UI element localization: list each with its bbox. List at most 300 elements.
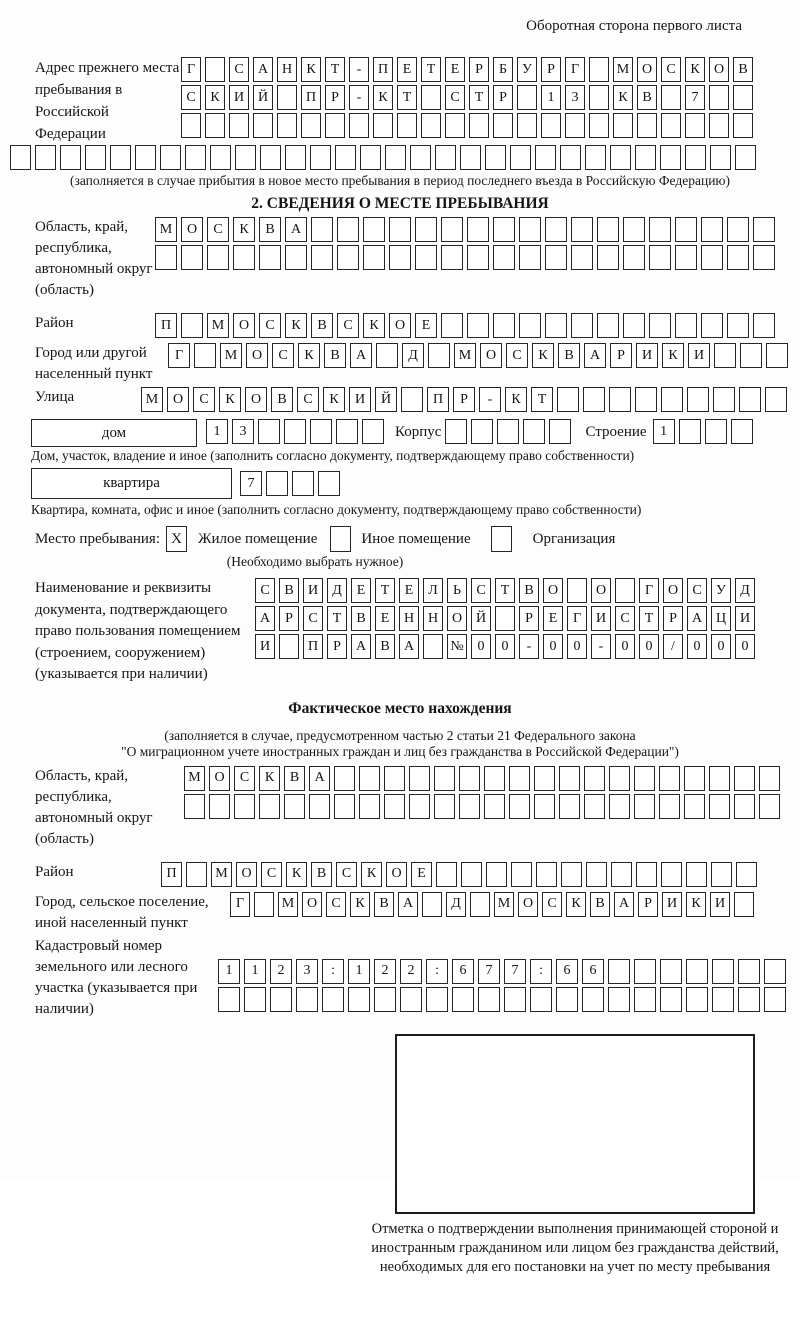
- char-cell[interactable]: Ц: [711, 606, 731, 631]
- char-cell[interactable]: [410, 145, 431, 170]
- char-cell[interactable]: 0: [543, 634, 563, 659]
- char-cell[interactable]: В: [590, 892, 610, 917]
- char-cell[interactable]: [400, 987, 422, 1012]
- char-cell[interactable]: [560, 145, 581, 170]
- char-cell[interactable]: С: [261, 862, 282, 887]
- char-cell[interactable]: [608, 959, 630, 984]
- char-cell[interactable]: [734, 766, 755, 791]
- char-cell[interactable]: [764, 959, 786, 984]
- char-cell[interactable]: [738, 987, 760, 1012]
- char-cell[interactable]: В: [637, 85, 657, 110]
- char-cell[interactable]: Е: [351, 578, 371, 603]
- char-cell[interactable]: Б: [493, 57, 513, 82]
- char-cell[interactable]: 1: [244, 959, 266, 984]
- char-cell[interactable]: [727, 217, 749, 242]
- char-cell[interactable]: [325, 113, 345, 138]
- char-cell[interactable]: [561, 862, 582, 887]
- char-cell[interactable]: О: [480, 343, 502, 368]
- char-cell[interactable]: [585, 145, 606, 170]
- char-cell[interactable]: [459, 766, 480, 791]
- char-cell[interactable]: Е: [411, 862, 432, 887]
- char-cell[interactable]: [362, 419, 384, 444]
- char-cell[interactable]: [733, 85, 753, 110]
- char-cell[interactable]: [493, 217, 515, 242]
- char-cell[interactable]: Р: [453, 387, 475, 412]
- char-cell[interactable]: С: [615, 606, 635, 631]
- char-cell[interactable]: М: [613, 57, 633, 82]
- char-cell[interactable]: [740, 343, 762, 368]
- char-cell[interactable]: Т: [639, 606, 659, 631]
- char-cell[interactable]: [545, 217, 567, 242]
- char-cell[interactable]: [445, 419, 467, 444]
- char-cell[interactable]: А: [351, 634, 371, 659]
- char-cell[interactable]: [363, 245, 385, 270]
- char-cell[interactable]: [334, 794, 355, 819]
- char-cell[interactable]: [519, 217, 541, 242]
- char-cell[interactable]: [186, 862, 207, 887]
- char-cell[interactable]: Й: [253, 85, 273, 110]
- char-cell[interactable]: [686, 959, 708, 984]
- char-cell[interactable]: Р: [663, 606, 683, 631]
- char-cell[interactable]: Д: [327, 578, 347, 603]
- char-cell[interactable]: [428, 343, 450, 368]
- char-cell[interactable]: [660, 987, 682, 1012]
- char-cell[interactable]: С: [234, 766, 255, 791]
- char-cell[interactable]: [687, 387, 709, 412]
- char-cell[interactable]: [765, 387, 787, 412]
- char-cell[interactable]: О: [302, 892, 322, 917]
- char-cell[interactable]: 1: [348, 959, 370, 984]
- char-cell[interactable]: [441, 217, 463, 242]
- char-cell[interactable]: [421, 85, 441, 110]
- char-cell[interactable]: [536, 862, 557, 887]
- char-cell[interactable]: К: [350, 892, 370, 917]
- char-cell[interactable]: -: [479, 387, 501, 412]
- char-cell[interactable]: 1: [541, 85, 561, 110]
- char-cell[interactable]: [511, 862, 532, 887]
- char-cell[interactable]: Д: [446, 892, 466, 917]
- char-cell[interactable]: В: [279, 578, 299, 603]
- char-cell[interactable]: [660, 959, 682, 984]
- char-cell[interactable]: Р: [279, 606, 299, 631]
- char-cell[interactable]: Ь: [447, 578, 467, 603]
- char-cell[interactable]: [234, 794, 255, 819]
- char-cell[interactable]: [634, 794, 655, 819]
- char-cell[interactable]: К: [363, 313, 385, 338]
- char-cell[interactable]: [184, 794, 205, 819]
- char-cell[interactable]: О: [246, 343, 268, 368]
- char-cell[interactable]: Т: [469, 85, 489, 110]
- char-cell[interactable]: М: [207, 313, 229, 338]
- char-cell[interactable]: Н: [277, 57, 297, 82]
- char-cell[interactable]: К: [219, 387, 241, 412]
- char-cell[interactable]: [284, 419, 306, 444]
- char-cell[interactable]: К: [233, 217, 255, 242]
- char-cell[interactable]: А: [687, 606, 707, 631]
- char-cell[interactable]: М: [211, 862, 232, 887]
- char-cell[interactable]: [318, 471, 340, 496]
- char-cell[interactable]: А: [253, 57, 273, 82]
- char-cell[interactable]: [685, 113, 705, 138]
- char-cell[interactable]: [623, 245, 645, 270]
- char-cell[interactable]: Н: [399, 606, 419, 631]
- char-cell[interactable]: С: [471, 578, 491, 603]
- char-cell[interactable]: 0: [735, 634, 755, 659]
- char-cell[interactable]: 3: [296, 959, 318, 984]
- char-cell[interactable]: 2: [270, 959, 292, 984]
- char-cell[interactable]: Р: [638, 892, 658, 917]
- char-cell[interactable]: [434, 794, 455, 819]
- char-cell[interactable]: [409, 766, 430, 791]
- char-cell[interactable]: [337, 245, 359, 270]
- char-cell[interactable]: К: [566, 892, 586, 917]
- char-cell[interactable]: Е: [375, 606, 395, 631]
- char-cell[interactable]: 0: [711, 634, 731, 659]
- char-cell[interactable]: С: [661, 57, 681, 82]
- char-cell[interactable]: [493, 113, 513, 138]
- char-cell[interactable]: [649, 245, 671, 270]
- char-cell[interactable]: [409, 794, 430, 819]
- char-cell[interactable]: [659, 766, 680, 791]
- char-cell[interactable]: О: [591, 578, 611, 603]
- char-cell[interactable]: О: [637, 57, 657, 82]
- char-cell[interactable]: [660, 145, 681, 170]
- char-cell[interactable]: Г: [567, 606, 587, 631]
- char-cell[interactable]: -: [349, 57, 369, 82]
- char-cell[interactable]: [259, 794, 280, 819]
- char-cell[interactable]: [337, 217, 359, 242]
- char-cell[interactable]: [685, 145, 706, 170]
- char-cell[interactable]: В: [311, 862, 332, 887]
- char-cell[interactable]: [597, 217, 619, 242]
- char-cell[interactable]: Л: [423, 578, 443, 603]
- char-cell[interactable]: [635, 145, 656, 170]
- char-cell[interactable]: [739, 387, 761, 412]
- char-cell[interactable]: [613, 113, 633, 138]
- char-cell[interactable]: [713, 387, 735, 412]
- char-cell[interactable]: [586, 862, 607, 887]
- char-cell[interactable]: [60, 145, 81, 170]
- char-cell[interactable]: [534, 794, 555, 819]
- char-cell[interactable]: Д: [735, 578, 755, 603]
- char-cell[interactable]: У: [711, 578, 731, 603]
- char-cell[interactable]: [389, 245, 411, 270]
- char-cell[interactable]: [530, 987, 552, 1012]
- char-cell[interactable]: [583, 387, 605, 412]
- char-cell[interactable]: [701, 313, 723, 338]
- char-cell[interactable]: [609, 387, 631, 412]
- char-cell[interactable]: Р: [541, 57, 561, 82]
- char-cell[interactable]: А: [309, 766, 330, 791]
- char-cell[interactable]: С: [326, 892, 346, 917]
- char-cell[interactable]: Р: [327, 634, 347, 659]
- char-cell[interactable]: [376, 343, 398, 368]
- char-cell[interactable]: [493, 313, 515, 338]
- char-cell[interactable]: [714, 343, 736, 368]
- char-cell[interactable]: [565, 113, 585, 138]
- char-cell[interactable]: 6: [452, 959, 474, 984]
- char-cell[interactable]: [541, 113, 561, 138]
- char-cell[interactable]: В: [374, 892, 394, 917]
- char-cell[interactable]: М: [278, 892, 298, 917]
- char-cell[interactable]: [385, 145, 406, 170]
- char-cell[interactable]: О: [209, 766, 230, 791]
- char-cell[interactable]: -: [519, 634, 539, 659]
- char-cell[interactable]: Г: [168, 343, 190, 368]
- char-cell[interactable]: [277, 85, 297, 110]
- char-cell[interactable]: [397, 113, 417, 138]
- char-cell[interactable]: Р: [469, 57, 489, 82]
- char-cell[interactable]: У: [517, 57, 537, 82]
- char-cell[interactable]: [567, 578, 587, 603]
- char-cell[interactable]: И: [688, 343, 710, 368]
- char-cell[interactable]: П: [301, 85, 321, 110]
- char-cell[interactable]: [534, 766, 555, 791]
- char-cell[interactable]: [348, 987, 370, 1012]
- char-cell[interactable]: [311, 217, 333, 242]
- char-cell[interactable]: С: [336, 862, 357, 887]
- char-cell[interactable]: К: [686, 892, 706, 917]
- char-cell[interactable]: [610, 145, 631, 170]
- char-cell[interactable]: [422, 892, 442, 917]
- char-cell[interactable]: [519, 245, 541, 270]
- char-cell[interactable]: Т: [375, 578, 395, 603]
- char-cell[interactable]: [634, 959, 656, 984]
- char-cell[interactable]: О: [233, 313, 255, 338]
- char-cell[interactable]: К: [532, 343, 554, 368]
- char-cell[interactable]: А: [255, 606, 275, 631]
- char-cell[interactable]: М: [141, 387, 163, 412]
- char-cell[interactable]: [301, 113, 321, 138]
- char-cell[interactable]: [467, 217, 489, 242]
- char-cell[interactable]: [441, 245, 463, 270]
- char-cell[interactable]: [336, 419, 358, 444]
- char-cell[interactable]: [270, 987, 292, 1012]
- char-cell[interactable]: [110, 145, 131, 170]
- char-cell[interactable]: С: [255, 578, 275, 603]
- char-cell[interactable]: Е: [397, 57, 417, 82]
- char-cell[interactable]: И: [662, 892, 682, 917]
- char-cell[interactable]: 1: [218, 959, 240, 984]
- char-cell[interactable]: [360, 145, 381, 170]
- char-cell[interactable]: [589, 113, 609, 138]
- residence-checkbox-inoe[interactable]: [330, 526, 351, 552]
- char-cell[interactable]: [556, 987, 578, 1012]
- char-cell[interactable]: С: [229, 57, 249, 82]
- char-cell[interactable]: [334, 766, 355, 791]
- char-cell[interactable]: [734, 892, 754, 917]
- char-cell[interactable]: [349, 113, 369, 138]
- char-cell[interactable]: [486, 862, 507, 887]
- char-cell[interactable]: [759, 794, 780, 819]
- char-cell[interactable]: С: [193, 387, 215, 412]
- char-cell[interactable]: [160, 145, 181, 170]
- char-cell[interactable]: 6: [582, 959, 604, 984]
- char-cell[interactable]: 1: [206, 419, 228, 444]
- char-cell[interactable]: Т: [495, 578, 515, 603]
- char-cell[interactable]: -: [349, 85, 369, 110]
- char-cell[interactable]: [445, 113, 465, 138]
- char-cell[interactable]: К: [373, 85, 393, 110]
- char-cell[interactable]: [686, 862, 707, 887]
- char-cell[interactable]: Г: [639, 578, 659, 603]
- char-cell[interactable]: А: [584, 343, 606, 368]
- char-cell[interactable]: [359, 766, 380, 791]
- char-cell[interactable]: [452, 987, 474, 1012]
- char-cell[interactable]: [709, 85, 729, 110]
- char-cell[interactable]: О: [543, 578, 563, 603]
- char-cell[interactable]: К: [662, 343, 684, 368]
- char-cell[interactable]: [310, 145, 331, 170]
- char-cell[interactable]: [415, 217, 437, 242]
- char-cell[interactable]: [517, 85, 537, 110]
- char-cell[interactable]: Й: [471, 606, 491, 631]
- char-cell[interactable]: :: [530, 959, 552, 984]
- char-cell[interactable]: [571, 245, 593, 270]
- char-cell[interactable]: Т: [421, 57, 441, 82]
- char-cell[interactable]: [421, 113, 441, 138]
- char-cell[interactable]: [374, 987, 396, 1012]
- char-cell[interactable]: [597, 313, 619, 338]
- char-cell[interactable]: [675, 245, 697, 270]
- char-cell[interactable]: Т: [327, 606, 347, 631]
- char-cell[interactable]: 1: [653, 419, 675, 444]
- char-cell[interactable]: [233, 245, 255, 270]
- char-cell[interactable]: 2: [400, 959, 422, 984]
- char-cell[interactable]: С: [303, 606, 323, 631]
- char-cell[interactable]: Е: [543, 606, 563, 631]
- char-cell[interactable]: В: [733, 57, 753, 82]
- char-cell[interactable]: К: [361, 862, 382, 887]
- char-cell[interactable]: [584, 766, 605, 791]
- char-cell[interactable]: [266, 471, 288, 496]
- char-cell[interactable]: П: [303, 634, 323, 659]
- char-cell[interactable]: [155, 245, 177, 270]
- char-cell[interactable]: [510, 145, 531, 170]
- char-cell[interactable]: П: [427, 387, 449, 412]
- char-cell[interactable]: Т: [531, 387, 553, 412]
- char-cell[interactable]: [509, 766, 530, 791]
- char-cell[interactable]: [559, 766, 580, 791]
- char-cell[interactable]: [635, 387, 657, 412]
- char-cell[interactable]: К: [323, 387, 345, 412]
- char-cell[interactable]: О: [663, 578, 683, 603]
- char-cell[interactable]: [736, 862, 757, 887]
- char-cell[interactable]: Р: [610, 343, 632, 368]
- char-cell[interactable]: [684, 794, 705, 819]
- char-cell[interactable]: [582, 987, 604, 1012]
- char-cell[interactable]: [460, 145, 481, 170]
- char-cell[interactable]: И: [591, 606, 611, 631]
- char-cell[interactable]: [517, 113, 537, 138]
- char-cell[interactable]: О: [236, 862, 257, 887]
- char-cell[interactable]: И: [349, 387, 371, 412]
- char-cell[interactable]: Г: [565, 57, 585, 82]
- char-cell[interactable]: [545, 313, 567, 338]
- char-cell[interactable]: [135, 145, 156, 170]
- char-cell[interactable]: [415, 245, 437, 270]
- char-cell[interactable]: [608, 987, 630, 1012]
- char-cell[interactable]: [686, 987, 708, 1012]
- char-cell[interactable]: [609, 794, 630, 819]
- char-cell[interactable]: [731, 419, 753, 444]
- char-cell[interactable]: В: [519, 578, 539, 603]
- char-cell[interactable]: [467, 245, 489, 270]
- char-cell[interactable]: [253, 113, 273, 138]
- char-cell[interactable]: [504, 987, 526, 1012]
- char-cell[interactable]: М: [220, 343, 242, 368]
- char-cell[interactable]: С: [207, 217, 229, 242]
- char-cell[interactable]: 7: [240, 471, 262, 496]
- char-cell[interactable]: Р: [325, 85, 345, 110]
- char-cell[interactable]: [701, 245, 723, 270]
- char-cell[interactable]: [753, 245, 775, 270]
- char-cell[interactable]: А: [285, 217, 307, 242]
- char-cell[interactable]: А: [614, 892, 634, 917]
- char-cell[interactable]: [571, 313, 593, 338]
- char-cell[interactable]: [637, 113, 657, 138]
- char-cell[interactable]: [284, 794, 305, 819]
- char-cell[interactable]: Г: [230, 892, 250, 917]
- char-cell[interactable]: [659, 794, 680, 819]
- char-cell[interactable]: [623, 313, 645, 338]
- char-cell[interactable]: О: [389, 313, 411, 338]
- char-cell[interactable]: [712, 959, 734, 984]
- char-cell[interactable]: [359, 794, 380, 819]
- char-cell[interactable]: [235, 145, 256, 170]
- char-cell[interactable]: [181, 113, 201, 138]
- char-cell[interactable]: [85, 145, 106, 170]
- char-cell[interactable]: 3: [232, 419, 254, 444]
- char-cell[interactable]: [296, 987, 318, 1012]
- char-cell[interactable]: [709, 766, 730, 791]
- char-cell[interactable]: К: [298, 343, 320, 368]
- char-cell[interactable]: 6: [556, 959, 578, 984]
- char-cell[interactable]: И: [636, 343, 658, 368]
- char-cell[interactable]: О: [518, 892, 538, 917]
- char-cell[interactable]: В: [284, 766, 305, 791]
- char-cell[interactable]: [649, 217, 671, 242]
- char-cell[interactable]: О: [181, 217, 203, 242]
- char-cell[interactable]: И: [255, 634, 275, 659]
- char-cell[interactable]: В: [558, 343, 580, 368]
- char-cell[interactable]: [759, 766, 780, 791]
- char-cell[interactable]: [434, 766, 455, 791]
- char-cell[interactable]: [634, 987, 656, 1012]
- char-cell[interactable]: [244, 987, 266, 1012]
- char-cell[interactable]: [10, 145, 31, 170]
- char-cell[interactable]: [401, 387, 423, 412]
- char-cell[interactable]: [709, 794, 730, 819]
- char-cell[interactable]: В: [311, 313, 333, 338]
- char-cell[interactable]: С: [506, 343, 528, 368]
- char-cell[interactable]: О: [709, 57, 729, 82]
- char-cell[interactable]: [519, 313, 541, 338]
- char-cell[interactable]: [609, 766, 630, 791]
- char-cell[interactable]: И: [229, 85, 249, 110]
- char-cell[interactable]: [258, 419, 280, 444]
- char-cell[interactable]: [373, 113, 393, 138]
- char-cell[interactable]: [549, 419, 571, 444]
- char-cell[interactable]: [675, 217, 697, 242]
- char-cell[interactable]: [589, 57, 609, 82]
- char-cell[interactable]: [615, 578, 635, 603]
- char-cell[interactable]: [469, 113, 489, 138]
- char-cell[interactable]: [661, 862, 682, 887]
- char-cell[interactable]: [509, 794, 530, 819]
- char-cell[interactable]: М: [494, 892, 514, 917]
- char-cell[interactable]: Е: [415, 313, 437, 338]
